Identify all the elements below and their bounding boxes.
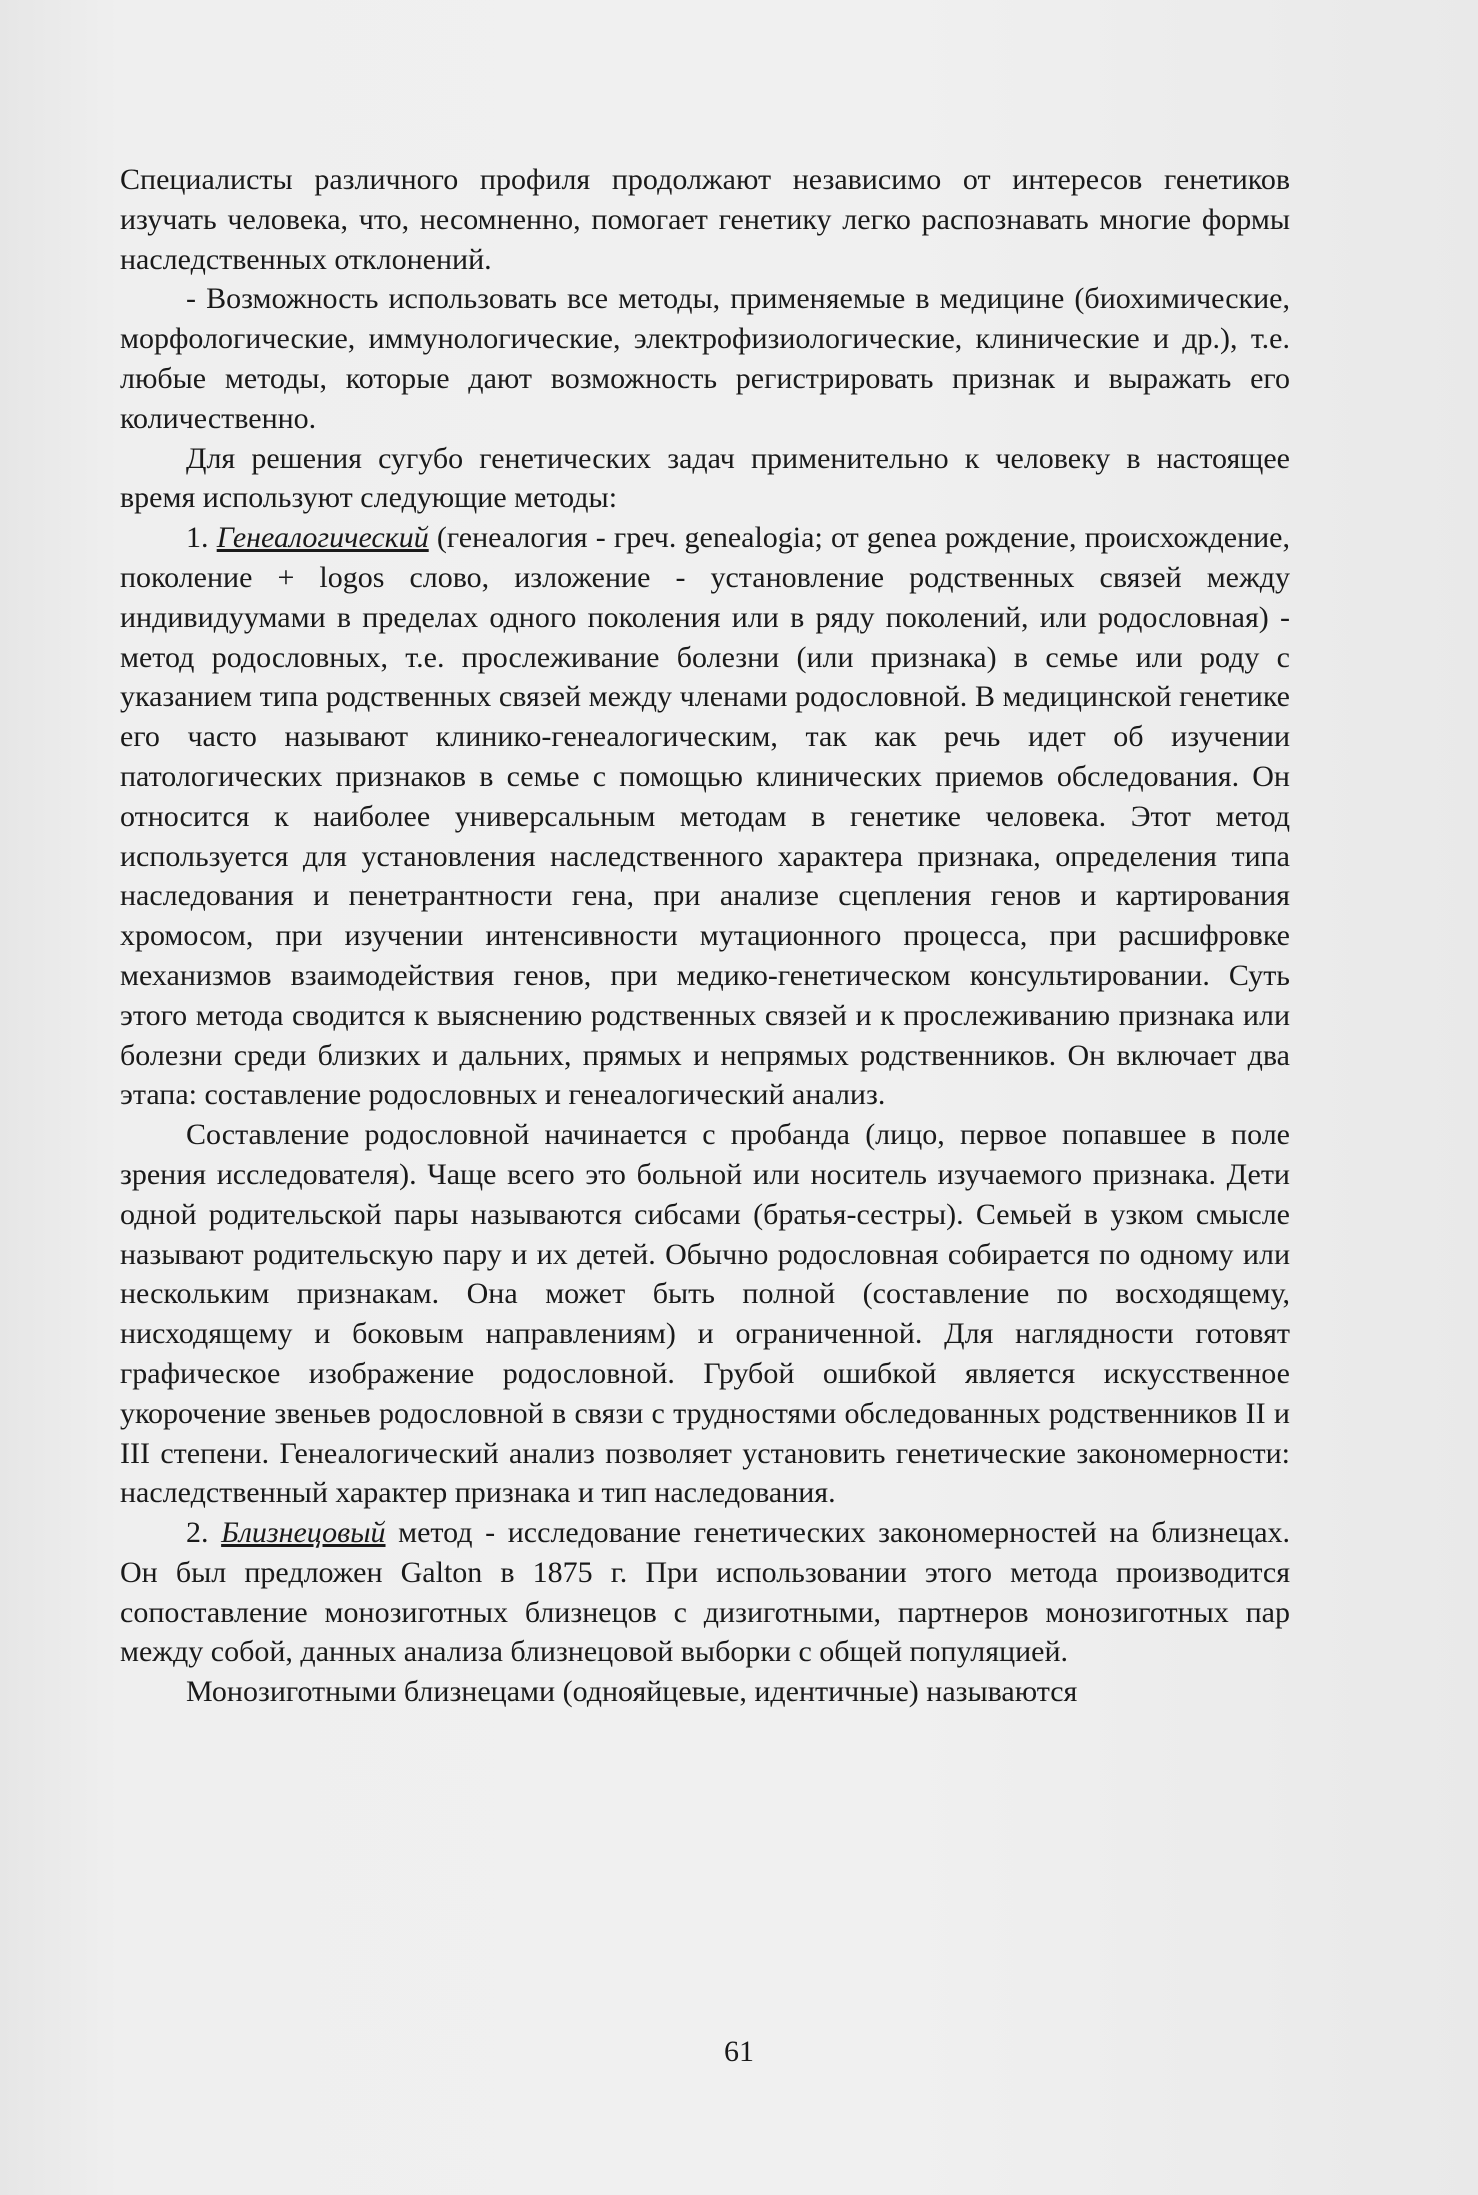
paragraph: - Возможность использовать все методы, применяемые в медицине (биохимические, морфологические, иммунологические, электрофизиологические, клинические и др.), т.е. любые методы, которые дают возможность регистрировать признак и выражать его количественно.	[120, 282, 1290, 435]
method-name: Близнецовый	[221, 1516, 386, 1550]
paragraph: Специалисты различного профиля продолжают независимо от интересов генетиков изучать человека, что, несомненно, помогает генетику легко распознавать многие формы наследственных отклонений.	[120, 163, 1290, 276]
paragraph: Монозиготными близнецами (однояйцевые, идентичные) называются	[186, 1675, 1078, 1709]
paragraph-text: (генеалогия - греч. genealogia; от genea рождение, происхождение, поколение + logos слово, изложение - установление родственных связей между индивидуумами в пределах одного поколения или в ряду поколений, или родословная) - метод родословных, т.е. прослеживание болезни (или признака) в семье или роду с указанием типа родственных связей между членами родословной. В медицинской генетике его часто называют клинико-генеалогическим, так как речь идет об изучении патологических признаков в семье с помощью клинических приемов обследования. Он относится к наиболее универсальным методам в генетике человека. Этот метод используется для установления наследственного характера признака, определения типа наследования и пенетрантности гена, при анализе сцепления генов и картирования хромосом, при изучении интенсивности мутационного процесса, при расшифровке механизмов взаимодействия генов, при медико-генетическом консультировании. Суть этого метода сводится к выяснению родственных связей и к прослеживанию признака или болезни среди близких и дальних, прямых и непрямых родственников. Он включает два этапа: составление родословных и генеалогический анализ.	[120, 521, 1291, 1112]
paragraph-method-twin	[120, 1513, 1290, 1672]
paragraph-text: метод - исследование генетических закономерностей на близнецах. Он был предложен Galton в 1875 г. При использовании этого метода производится сопоставление монозиготных близнецов с дизиготными, партнеров монозиготных пар между собой, данных анализа близнецовой выборки с общей популяцией.	[120, 1516, 1291, 1669]
page-number: 61	[724, 2035, 754, 2068]
paragraph-method-genealogical	[120, 518, 1290, 1115]
list-number: 1.	[186, 521, 217, 555]
list-number: 2.	[186, 1516, 222, 1550]
method-name: Генеалогический	[216, 521, 429, 555]
body-text	[120, 160, 1290, 1712]
paragraph: Составление родословной начинается с пробанда (лицо, первое попавшее в поле зрения исследователя). Чаще всего это больной или носитель изучаемого признака. Дети одной родительской пары называются сибсами (братья-сестры). Семьей в узком смысле называют родительскую пару и их детей. Обычно родословная собирается по одному или нескольким признакам. Она может быть полной (составление по восходящему, нисходящему и боковым направлениям) и ограниченной. Для наглядности готовят графическое изображение родословной. Грубой ошибкой является искусственное укорочение звеньев родословной в связи с трудностями обследованных родственников II и III степени. Генеалогический анализ позволяет установить генетические закономерности: наследственный характер признака и тип наследования.	[120, 1118, 1290, 1510]
paragraph: Для решения сугубо генетических задач применительно к человеку в настоящее время используют следующие методы:	[120, 441, 1290, 515]
